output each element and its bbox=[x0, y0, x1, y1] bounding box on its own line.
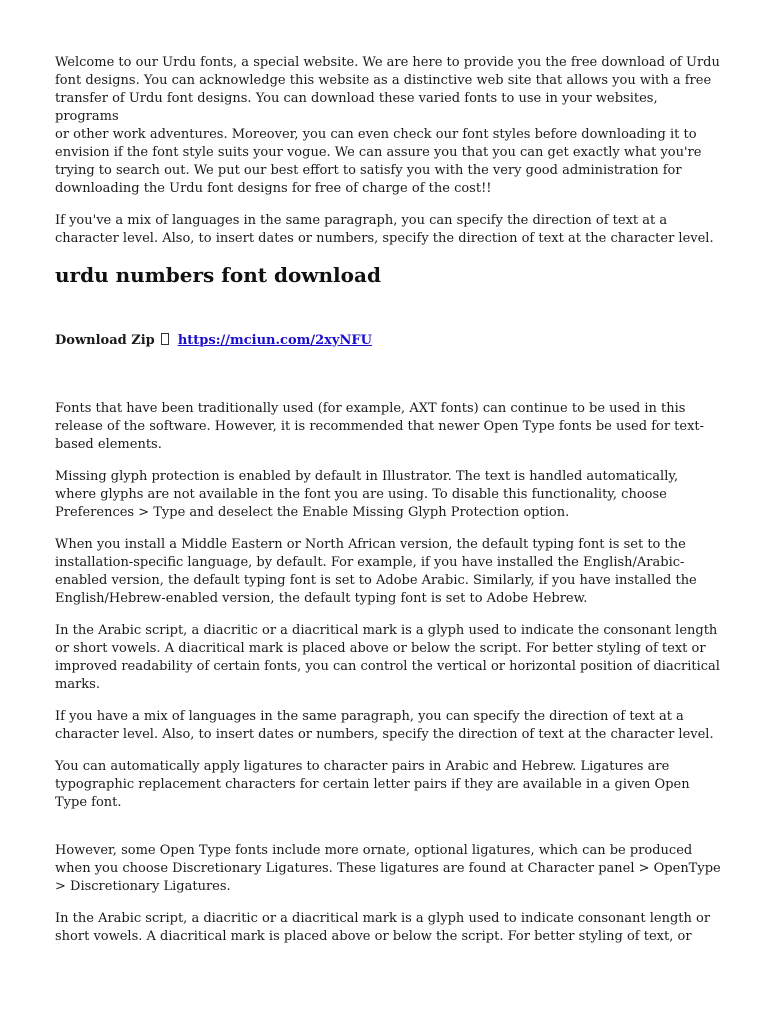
download-label: Download Zip bbox=[55, 333, 155, 348]
text-line: If you've a mix of languages in the same paragraph, you can specify the direction of text at a bbox=[55, 213, 668, 228]
discretionary-paragraph bbox=[55, 842, 720, 896]
download-line bbox=[55, 332, 720, 350]
text-line: When you install a Middle Eastern or North African version, the default typing font is set to the bbox=[55, 537, 686, 552]
text-line: English/Hebrew-enabled version, the default typing font is set to Adobe Hebrew. bbox=[55, 591, 588, 606]
text-line: programs bbox=[55, 109, 119, 124]
text-line: character level. Also, to insert dates or numbers, specify the direction of text at the character level. bbox=[55, 727, 714, 742]
missing-glyph-paragraph bbox=[55, 468, 720, 522]
text-line: Preferences > Type and deselect the Enable Missing Glyph Protection option. bbox=[55, 505, 570, 520]
text-line: when you choose Discretionary Ligatures. These ligatures are found at Character panel > OpenType bbox=[55, 861, 721, 876]
ligatures-paragraph bbox=[55, 758, 720, 812]
text-line: short vowels. A diacritical mark is placed above or below the script. For better styling of text, or bbox=[55, 929, 692, 944]
document-page bbox=[55, 54, 720, 960]
fonts-paragraph bbox=[55, 400, 720, 454]
intro-paragraph bbox=[55, 54, 720, 198]
diacritic-paragraph bbox=[55, 622, 720, 694]
direction-paragraph-2 bbox=[55, 708, 720, 744]
missing-glyph-icon bbox=[161, 333, 169, 345]
text-line: Missing glyph protection is enabled by default in Illustrator. The text is handled automatically, bbox=[55, 469, 679, 484]
text-line: Type font. bbox=[55, 795, 122, 810]
text-line: typographic replacement characters for certain letter pairs if they are available in a given Open bbox=[55, 777, 690, 792]
spacer bbox=[55, 350, 720, 400]
text-line: trying to search out. We put our best effort to satisfy you with the very good administration for bbox=[55, 163, 682, 178]
text-line: or other work adventures. Moreover, you can even check our font styles before downloading it to bbox=[55, 127, 697, 142]
text-line: > Discretionary Ligatures. bbox=[55, 879, 231, 894]
text-line: In the Arabic script, a diacritic or a diacritical mark is a glyph used to indicate consonant length or bbox=[55, 911, 711, 926]
install-paragraph bbox=[55, 536, 720, 608]
text-line: envision if the font style suits your vogue. We can assure you that you can get exactly what you're bbox=[55, 145, 702, 160]
text-line: transfer of Urdu font designs. You can download these varied fonts to use in your websites, bbox=[55, 91, 658, 106]
page-heading: urdu numbers font download bbox=[55, 263, 381, 287]
text-line: or short vowels. A diacritical mark is placed above or below the script. For better styling of text or bbox=[55, 641, 706, 656]
text-line: downloading the Urdu font designs for free of charge of the cost!! bbox=[55, 181, 492, 196]
text-line: In the Arabic script, a diacritic or a diacritical mark is a glyph used to indicate the consonant length bbox=[55, 623, 718, 638]
text-line: character level. Also, to insert dates or numbers, specify the direction of text at the character level. bbox=[55, 231, 714, 246]
text-line: Fonts that have been traditionally used (for example, AXT fonts) can continue to be used in this bbox=[55, 401, 686, 416]
text-line: You can automatically apply ligatures to character pairs in Arabic and Hebrew. Ligatures are bbox=[55, 759, 670, 774]
text-line: enabled version, the default typing font is set to Adobe Arabic. Similarly, if you have installed the bbox=[55, 573, 697, 588]
text-line: Welcome to our Urdu fonts, a special website. We are here to provide you the free download of Urdu bbox=[55, 55, 720, 70]
download-link[interactable]: https://mciun.com/2xyNFU bbox=[177, 333, 372, 348]
text-line: font designs. You can acknowledge this website as a distinctive web site that allows you with a free bbox=[55, 73, 712, 88]
text-line: marks. bbox=[55, 677, 100, 692]
direction-paragraph bbox=[55, 212, 720, 248]
text-line: release of the software. However, it is recommended that newer Open Type fonts be used for text- bbox=[55, 419, 705, 434]
text-line: improved readability of certain fonts, you can control the vertical or horizontal position of diacritical bbox=[55, 659, 720, 674]
diacritic-paragraph-2 bbox=[55, 910, 720, 946]
text-line: based elements. bbox=[55, 437, 162, 452]
text-line: where glyphs are not available in the font you are using. To disable this functionality, choose bbox=[55, 487, 667, 502]
text-line: If you have a mix of languages in the same paragraph, you can specify the direction of text at a bbox=[55, 709, 684, 724]
text-line: However, some Open Type fonts include more ornate, optional ligatures, which can be produced bbox=[55, 843, 693, 858]
text-line: installation-specific language, by default. For example, if you have installed the English/Arabic- bbox=[55, 555, 685, 570]
spacer bbox=[55, 826, 720, 842]
